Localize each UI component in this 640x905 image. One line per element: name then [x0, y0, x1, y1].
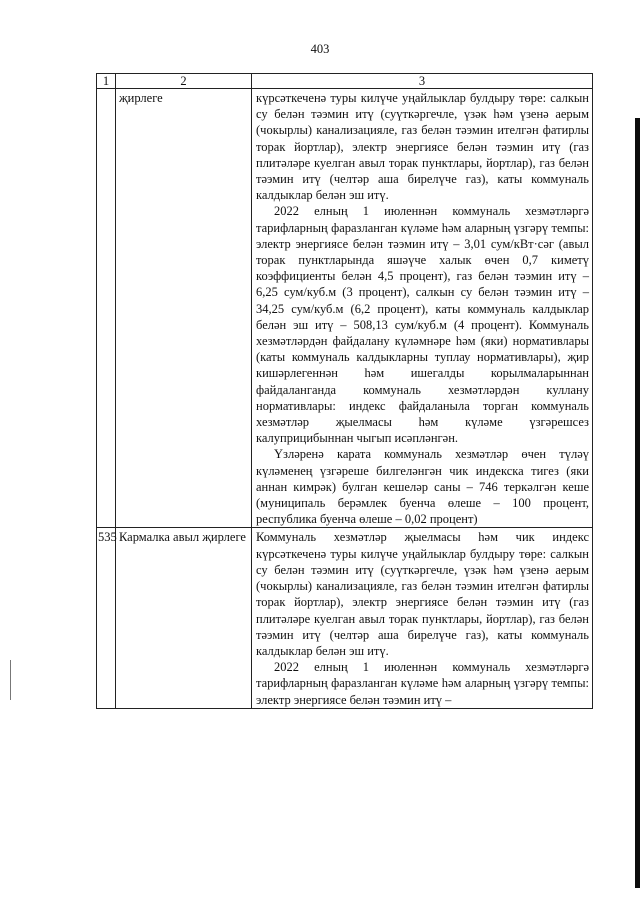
description-paragraph: Коммуналь хезмәтләр җыелмасы һәм чик индекс күрсәткеченә туры килүче уңайлыклар булдыру төре: салкын су белән тәэмин итү (суүткәргечле, үзәк һәм үзенә аерым (чокырлы) канализацияле, газ белән тәэмин ителгән фатирлы торак йортлар), электр энергиясе белән тәэмин итү (газ плитәләре куелган авыл торак пунктлары, йортлар), газ белән тәэмин итү (челтәр аша бирелүче газ), каты коммуналь калдыклар белән эш итү. [256, 530, 589, 658]
description-cell [252, 528, 593, 708]
table-header [97, 74, 593, 89]
description-paragraph: Үзләренә карата коммуналь хезмәтләр өчен түләү күләменең үзгәреше билгеләнгән чик индекска тигез (яки аннан кимрәк) булган кешеләр саны – 746 теркәлгән кеше (муниципаль берәмлек буенча өлеше – 100 процент, республика буенча өлеше – 0,02 процент) [256, 447, 589, 527]
row-number [97, 89, 116, 528]
description-paragraph: 2022 елның 1 июленнән коммуналь хезмәтләргә тарифларның фаразланган күләме һәм аларның үзгәрү темпы: электр энергиясе белән тәэмин итү – 3,01 сум/кВт·сәг (авыл торак пунктларында яшәүче халык өчен 0,7 киметү коэффициенты белән 4,5 процент), газ белән тәэмин итү – 6,25 сум/куб.м (3 процент), салкын су белән тәэмин итү – 34,25 сум/куб.м (6,2 процент), каты коммуналь калдыклар белән эш итү – 508,13 сум/куб.м (4 процент). Коммуналь хезмәтләрдән файдалану күләмнәре һәм (яки) нормативлары (каты коммуналь калдыкларны туплау нормативлары), җир кишәрлегеннән һәм ишегалды корылмаларыннан файдаланганда коммуналь хезмәтләрдән куллану нормативлары: индекс файдаланыла торган коммуналь хезмәтләр җыелмасы һәм күләме үзгәрешсез калуприцибыннан чыгып исәпләнгән. [256, 204, 589, 446]
table-row [97, 89, 593, 528]
column-header-1: 1 [97, 74, 116, 89]
page-number: 403 [310, 42, 330, 56]
description-paragraph: күрсәткеченә туры килүче уңайлыклар булдыру төре: салкын су белән тәэмин итү (суүткәргечле, үзәк һәм үзенә аерым (чокырлы) канализацияле, газ белән тәэмин ителгән фатирлы торак йортлар), электр энергиясе белән тәэмин итү (газ плитәләре куелган авыл торак пунктлары, йортлар), газ белән тәэмин итү (челтәр аша бирелүче газ), каты коммуналь калдыклар белән эш итү. [256, 91, 589, 203]
table-row [97, 528, 593, 708]
settlement-name: җирлеге [116, 89, 252, 528]
row-number: 535 [97, 528, 116, 708]
scan-edge-shadow [635, 118, 640, 888]
column-header-3: 3 [252, 74, 593, 89]
description-cell [252, 89, 593, 528]
table-header-row [97, 74, 593, 89]
description-paragraph: 2022 елның 1 июленнән коммуналь хезмәтләргә тарифларның фаразланган күләме һәм аларның үзгәрү темпы: электр энергиясе белән тәэмин итү – [256, 660, 589, 707]
column-header-2: 2 [116, 74, 252, 89]
data-table [96, 73, 593, 709]
scan-margin-mark [10, 660, 11, 700]
settlement-name: Кармалка авыл җирлеге [116, 528, 252, 708]
